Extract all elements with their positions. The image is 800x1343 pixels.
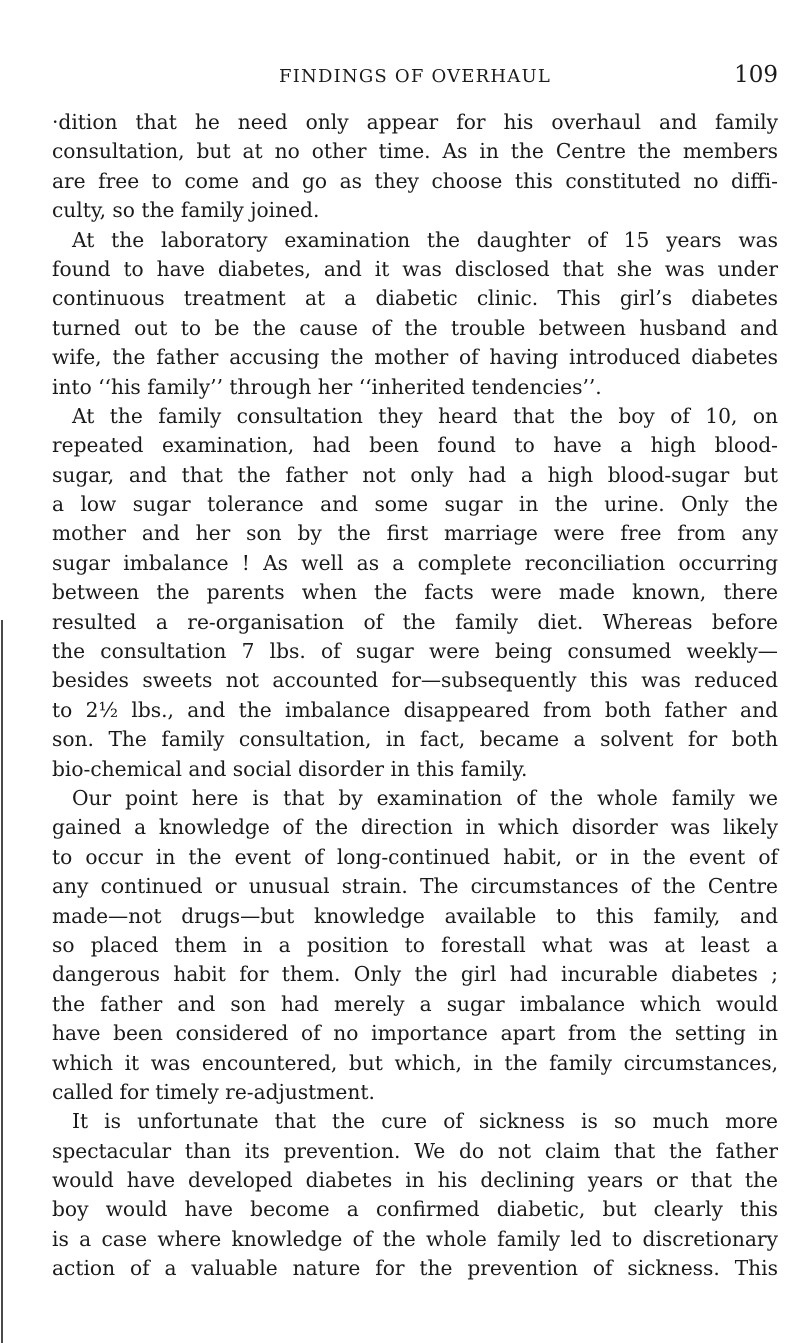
running-head bbox=[52, 62, 778, 96]
page-number: 109 bbox=[734, 62, 778, 88]
text-line: sugar, and that the father not only had a high blood-sugar but bbox=[52, 462, 778, 487]
text-line: sugar imbalance ! As well as a complete reconciliation occurring bbox=[52, 550, 778, 575]
text-line: continuous treatment at a diabetic clinic. This girl’s diabetes bbox=[52, 286, 778, 311]
text-line: turned out to be the cause of the trouble between husband and bbox=[52, 315, 778, 340]
text-line: bio-chemical and social disorder in this family. bbox=[52, 756, 528, 781]
page-edge-shadow bbox=[1, 620, 3, 1343]
text-line: ·dition that he need only appear for his overhaul and family bbox=[52, 110, 778, 134]
text-line: mother and her son by the first marriage were free from any bbox=[52, 521, 778, 546]
text-line: the consultation 7 lbs. of sugar were being consumed weekly— bbox=[52, 639, 778, 664]
text-line: into ‘‘his family’’ through her ‘‘inherited tendencies’’. bbox=[52, 374, 602, 399]
text-line: any continued or unusual strain. The circumstances of the Centre bbox=[52, 874, 778, 899]
text-line: besides sweets not accounted for—subsequently this was reduced bbox=[52, 668, 778, 693]
text-line: to 2½ lbs., and the imbalance disappeared from both father and bbox=[52, 697, 778, 722]
text-line: made—not drugs—but knowledge available to this family, and bbox=[52, 903, 778, 928]
text-line: have been considered of no importance apart from the setting in bbox=[52, 1021, 778, 1046]
text-line: the father and son had merely a sugar imbalance which would bbox=[52, 991, 778, 1016]
text-line: are free to come and go as they choose this constituted no diffi- bbox=[52, 168, 778, 193]
text-line: spectacular than its prevention. We do not claim that the father bbox=[52, 1138, 778, 1163]
text-line: It is unfortunate that the cure of sickness is so much more bbox=[72, 1109, 778, 1134]
text-line: between the parents when the facts were made known, there bbox=[52, 580, 778, 605]
text-line: which it was encountered, but which, in the family circumstances, bbox=[52, 1050, 778, 1075]
text-line: called for timely re-adjustment. bbox=[52, 1079, 375, 1104]
text-line: is a case where knowledge of the whole family led to discretionary bbox=[52, 1226, 778, 1251]
text-line: would have developed diabetes in his declining years or that the bbox=[52, 1168, 778, 1193]
text-line: a low sugar tolerance and some sugar in the urine. Only the bbox=[52, 492, 778, 517]
text-line: to occur in the event of long-continued habit, or in the event of bbox=[52, 844, 778, 869]
text-line: dangerous habit for them. Only the girl had incurable diabetes ; bbox=[52, 962, 778, 987]
text-line: gained a knowledge of the direction in which disorder was likely bbox=[52, 815, 778, 840]
text-line: repeated examination, had been found to have a high blood- bbox=[52, 433, 778, 458]
text-line: consultation, but at no other time. As in the Centre the members bbox=[52, 139, 778, 164]
text-line: At the family consultation they heard that the boy of 10, on bbox=[72, 403, 778, 428]
text-line: wife, the father accusing the mother of having introduced diabetes bbox=[52, 345, 778, 370]
text-line: found to have diabetes, and it was disclosed that she was under bbox=[52, 256, 778, 281]
text-line: boy would have become a confirmed diabetic, but clearly this bbox=[52, 1197, 778, 1222]
body-text bbox=[52, 108, 778, 1284]
text-line: Our point here is that by examination of the whole family we bbox=[72, 785, 778, 810]
running-title: FINDINGS OF OVERHAUL bbox=[279, 66, 551, 87]
text-line: son. The family consultation, in fact, became a solvent for both bbox=[52, 727, 778, 752]
text-line: action of a valuable nature for the prevention of sickness. This bbox=[52, 1256, 778, 1281]
text-line: resulted a re-organisation of the family diet. Whereas before bbox=[52, 609, 778, 634]
text-line: culty, so the family joined. bbox=[52, 198, 320, 223]
text-line: At the laboratory examination the daughter of 15 years was bbox=[72, 227, 778, 252]
text-line: so placed them in a position to forestall what was at least a bbox=[52, 932, 778, 957]
